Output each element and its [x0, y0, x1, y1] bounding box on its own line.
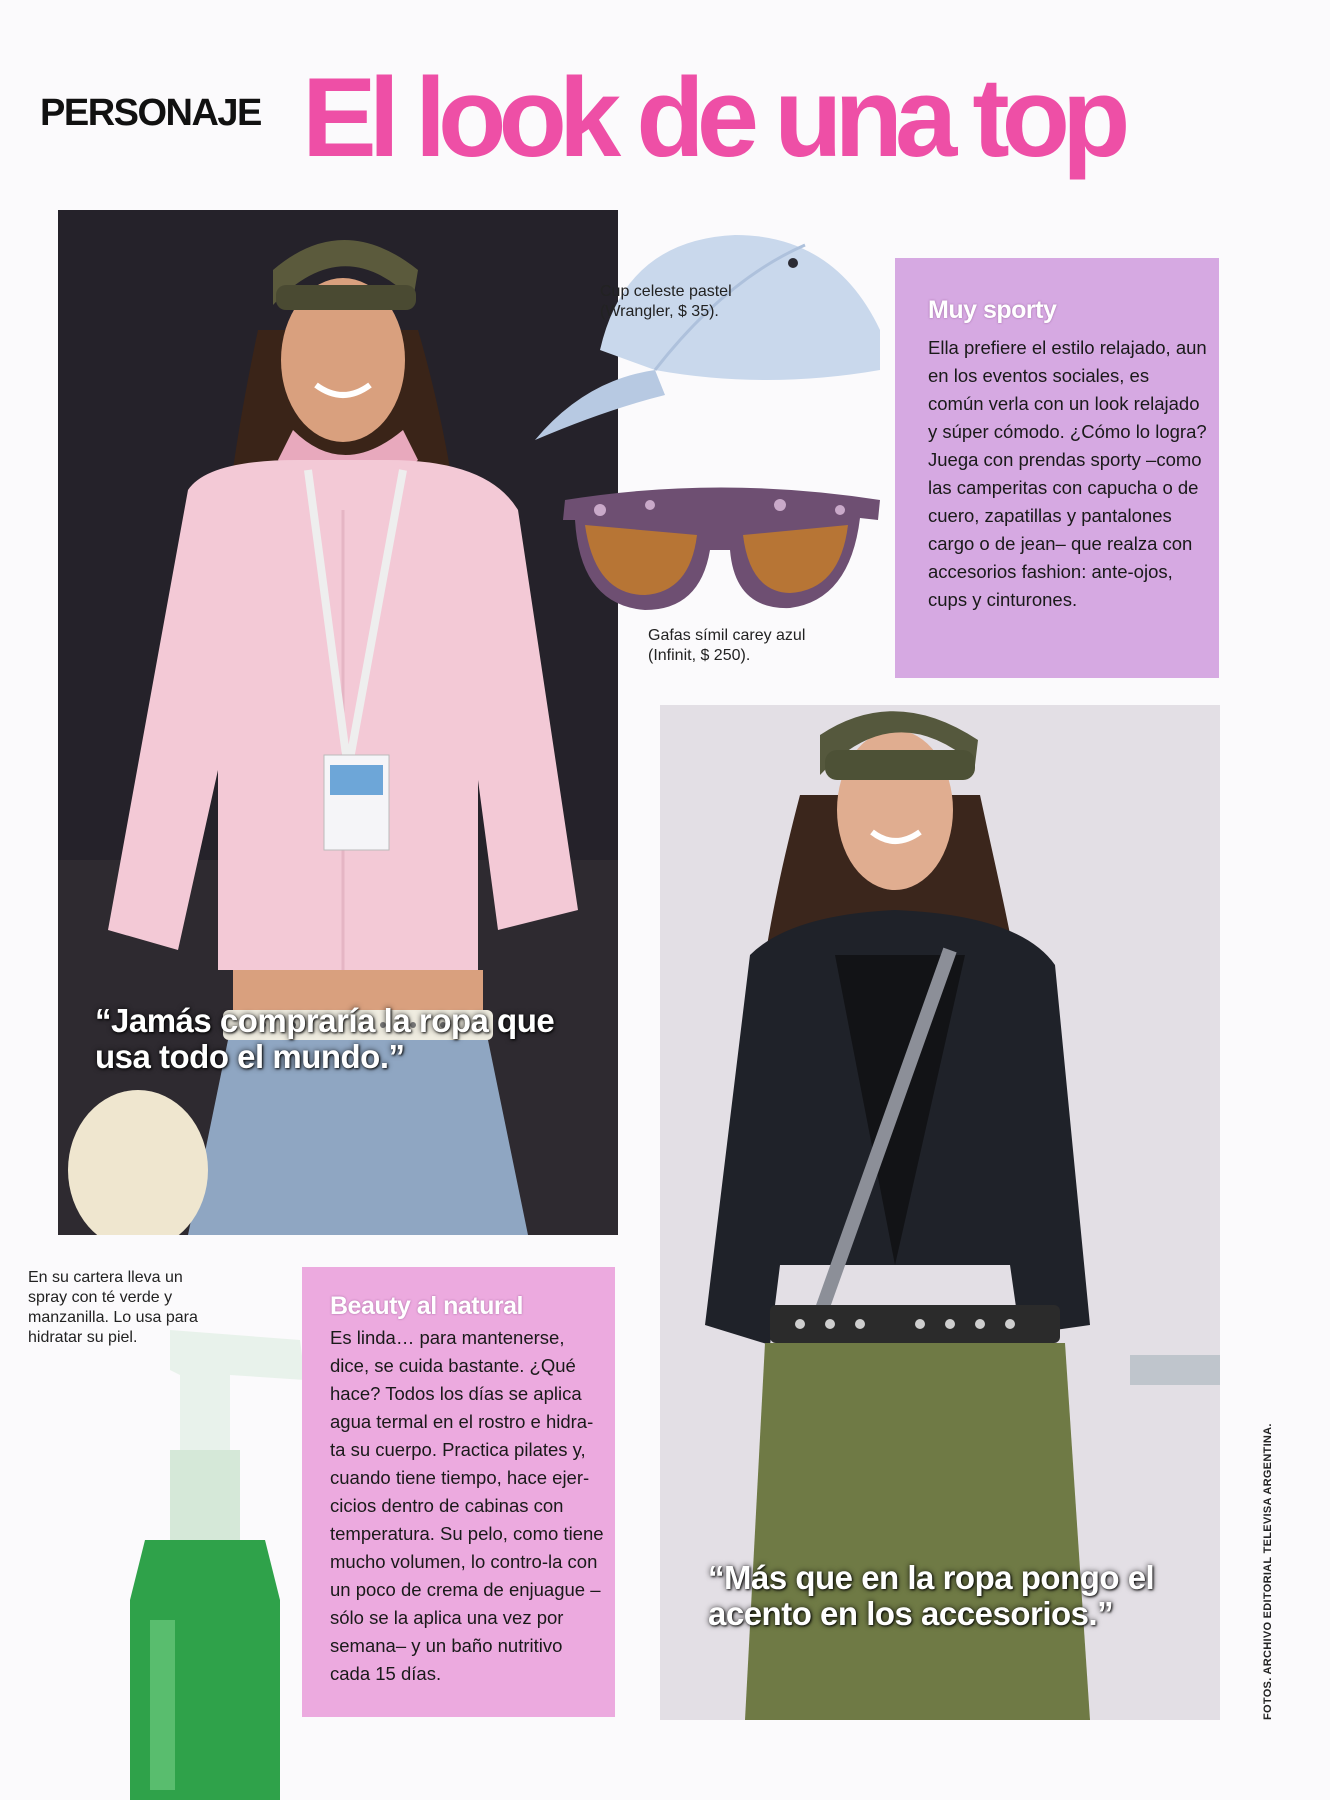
cap-product-image	[505, 220, 885, 460]
cap-caption: Cup celeste pastel (Wrangler, $ 35).	[600, 283, 732, 320]
beauty-body: Es linda… para mantenerse, dice, se cuida bastante. ¿Qué hace? Todos los días se aplica agua termal en el rostro e hidra-ta su cuerpo. Practica pilates y, cuando tiene tiempo, hace ejer-cicios dentro de cabinas con temperatura. Su pelo, como tiene mucho volumen, lo contro-la con un poco de crema de enjuague –sólo se la aplica una vez por semana– y un baño nutritivo cada 15 días.	[330, 1327, 604, 1684]
beauty-title: Beauty al natural	[330, 1292, 523, 1320]
spray-caption: En su cartera lleva un spray con té verde y manzanilla. Lo usa para hidratar su piel.	[28, 1269, 198, 1346]
quote-right: “Más que en la ropa pongo el acento en los accesorios.”	[708, 1559, 1155, 1632]
sporty-body: Ella prefiere el estilo relajado, aun en los eventos sociales, es común verla con un look relajado y súper cómodo. ¿Cómo lo logra? Juega con prendas sporty –como las camperitas con capucha o de cuero, zapatillas y pantalones cargo o de jean– que realza con accesorios fashion: ante-ojos, cups y cinturones.	[928, 337, 1207, 610]
spray-bottle-image	[30, 1320, 320, 1800]
section-label: PERSONAJE	[40, 92, 261, 134]
sporty-title: Muy sporty	[928, 296, 1057, 324]
quote-left: “Jamás compraría la ropa que usa todo el mundo.”	[95, 1002, 555, 1075]
photo-credit: FOTOS. ARCHIVO EDITORIAL TELEVISA ARGENTINA.	[1262, 1423, 1274, 1720]
sunglasses-product-image	[560, 480, 885, 630]
headline: El look de una top	[302, 55, 1123, 180]
glasses-caption: Gafas símil carey azul (Infinit, $ 250).	[648, 627, 806, 664]
